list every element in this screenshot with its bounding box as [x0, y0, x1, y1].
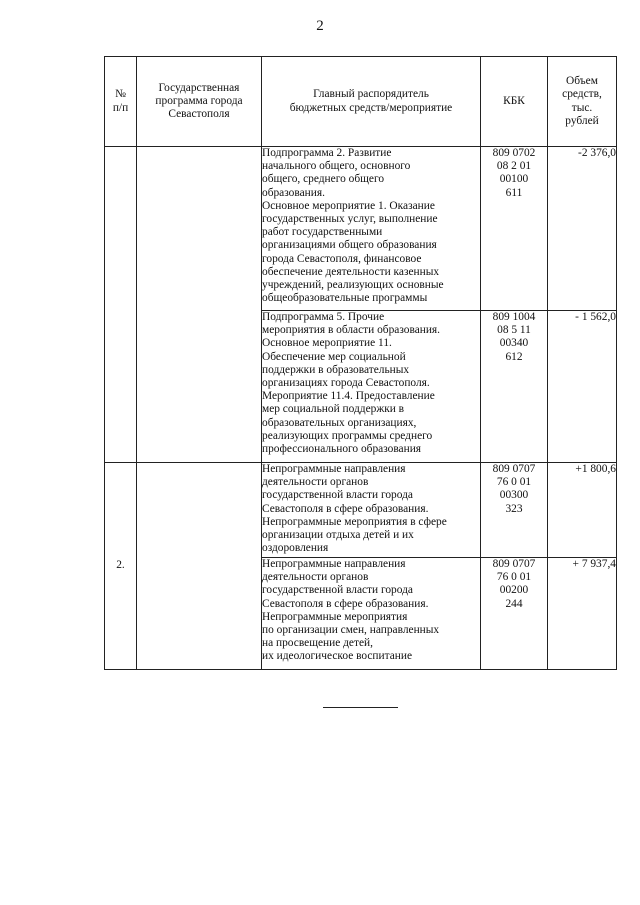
- row-number-cell: [105, 147, 137, 463]
- description-line: Севастополя в сфере образования.: [262, 597, 429, 610]
- description-line: Основное мероприятие 1. Оказание: [262, 199, 435, 212]
- budget-table: [104, 56, 617, 670]
- description-line: учреждений, реализующих основные: [262, 279, 444, 292]
- header-amount: [548, 57, 617, 147]
- description-cell: [262, 147, 481, 311]
- description-line: профессионального образования: [262, 443, 422, 456]
- description-cell: [262, 463, 481, 558]
- description-line: образовательных организациях,: [262, 416, 417, 429]
- kbk-cell: [481, 147, 548, 311]
- description-line: государственных услуг, выполнение: [262, 213, 438, 226]
- description-line: общего, среднего общего: [262, 173, 385, 186]
- description-line: по организации смен, направленных: [262, 624, 440, 637]
- kbk-line: 809 0702: [492, 147, 536, 159]
- kbk-line: 244: [505, 597, 523, 610]
- description-line: мероприятия в области образования.: [262, 324, 441, 337]
- header-program-line: Государственная: [158, 81, 240, 94]
- description-line: деятельности органов: [262, 476, 369, 489]
- amount-cell: - 1 562,0: [548, 311, 617, 463]
- kbk-line: 611: [505, 186, 523, 199]
- kbk-cell: [481, 463, 548, 558]
- header-kbk: [481, 57, 548, 147]
- description-line: образования.: [262, 186, 325, 199]
- header-manager-line: Главный распорядитель: [313, 88, 429, 101]
- description-line: государственной власти города: [262, 584, 413, 597]
- description-cell: [262, 311, 481, 463]
- header-program: [137, 57, 262, 147]
- description-line: начального общего, основного: [262, 160, 411, 173]
- description-line: Севастополя в сфере образования.: [262, 502, 429, 515]
- header-num-line: №: [115, 88, 126, 101]
- description-line: обеспечение деятельности казенных: [262, 265, 440, 278]
- kbk-line: 00300: [499, 489, 529, 502]
- description-line: Непрограммные мероприятия: [262, 610, 408, 623]
- description-line: организациях города Севастополя.: [262, 377, 430, 390]
- header-amount-line: тыс.: [571, 101, 593, 114]
- table-header: [105, 57, 617, 147]
- kbk-line: 809 0707: [492, 558, 536, 570]
- kbk-cell: [481, 311, 548, 463]
- description-line: Основное мероприятие 11.: [262, 337, 392, 350]
- description-line: Непрограммные направления: [262, 463, 406, 475]
- description-line: Подпрограмма 2. Развитие: [262, 147, 392, 159]
- header-kbk-line: КБК: [503, 94, 525, 107]
- kbk-line: 809 0707: [492, 463, 536, 475]
- kbk-line: 00340: [499, 337, 529, 350]
- header-program-line: программа города: [155, 94, 243, 107]
- kbk-cell: [481, 558, 548, 670]
- description-line: Непрограммные мероприятия в сфере: [262, 515, 447, 528]
- header-num: [105, 57, 137, 147]
- description-line: поддержки в образовательных: [262, 363, 410, 376]
- kbk-line: 76 0 01: [496, 476, 532, 489]
- header-manager-line: бюджетных средств/мероприятие: [289, 101, 453, 114]
- description-line: организациями общего образования: [262, 239, 437, 252]
- kbk-line: 809 1004: [492, 311, 536, 323]
- header-manager: [262, 57, 481, 147]
- header-amount-line: средств,: [562, 88, 602, 101]
- table-row: [105, 147, 617, 311]
- program-cell: [137, 463, 262, 670]
- description-line: общеобразовательные программы: [262, 292, 428, 305]
- program-cell: [137, 147, 262, 463]
- header-amount-line: Объем: [566, 75, 598, 88]
- header-program-line: Севастополя: [168, 108, 230, 121]
- closing-rule: [323, 707, 398, 708]
- description-cell: [262, 558, 481, 670]
- header-amount-line: рублей: [565, 114, 599, 127]
- description-line: деятельности органов: [262, 571, 369, 584]
- kbk-line: 08 2 01: [496, 160, 532, 173]
- description-line: их идеологическое воспитание: [262, 650, 413, 663]
- description-line: Подпрограмма 5. Прочие: [262, 311, 385, 323]
- amount-cell: -2 376,0: [548, 147, 617, 311]
- description-line: мер социальной поддержки в: [262, 403, 405, 416]
- kbk-line: 76 0 01: [496, 571, 532, 584]
- description-line: Непрограммные направления: [262, 558, 406, 570]
- page-number: 2: [316, 18, 324, 34]
- description-line: государственной власти города: [262, 489, 413, 502]
- description-line: оздоровления: [262, 542, 329, 555]
- kbk-line: 08 5 11: [497, 324, 531, 337]
- description-line: города Севастополя, финансовое: [262, 252, 422, 265]
- header-num-line: п/п: [112, 101, 129, 114]
- kbk-line: 323: [505, 502, 523, 515]
- description-line: Обеспечение мер социальной: [262, 350, 406, 363]
- amount-cell: + 7 937,4: [548, 558, 617, 670]
- kbk-line: 00100: [499, 173, 529, 186]
- description-line: на просвещение детей,: [262, 637, 373, 650]
- description-line: Мероприятие 11.4. Предоставление: [262, 390, 435, 403]
- description-line: реализующих программы среднего: [262, 429, 433, 442]
- amount-cell: +1 800,6: [548, 463, 617, 558]
- description-line: организации отдыха детей и их: [262, 529, 414, 542]
- row-number-cell: 2.: [105, 463, 137, 670]
- description-line: работ государственными: [262, 226, 383, 239]
- table-row: [105, 463, 617, 558]
- kbk-line: 612: [505, 350, 523, 363]
- kbk-line: 00200: [499, 584, 529, 597]
